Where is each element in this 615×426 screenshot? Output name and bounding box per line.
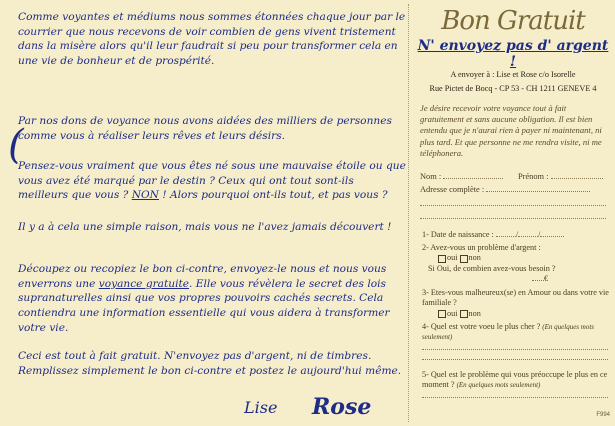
paragraph-5-end: . Elle vous révèlera le secret des lois supranaturelles ainsi que vos propres pouvoirs cachés secrets. Cela contiendra une information essentielle qui vous aidera à transformer votre vie. [18, 277, 390, 334]
paragraph-6: Ceci est tout à fait gratuit. N'envoyez pas d'argent, ni de timbres. Remplissez simplement le bon ci-contre et postez le aujourd'hui même. [18, 350, 402, 377]
question-5[interactable] [422, 370, 612, 401]
nom-label: Nom : [420, 172, 442, 181]
address-line-2: Rue Pictet de Bocq - CP 53 - CH 1211 GENEVE 4 [429, 84, 597, 93]
question-2b-label: Si Oui, de combien avez-vous besoin ? [428, 263, 556, 273]
coupon-title: Bon Gratuit [441, 6, 585, 36]
question-4-label: 4- Quel est votre voeu le plus cher ? (En quelques mots seulement) [422, 322, 594, 342]
question-5-hint: (En quelques mots seulement) [456, 381, 541, 390]
no-emphasis: NON [131, 189, 159, 202]
q2-non-checkbox[interactable] [460, 255, 468, 263]
q3-non-checkbox[interactable] [460, 310, 468, 318]
paragraph-3-end: ! Alors pourquoi ont-ils tout, et pas vous ? [158, 189, 388, 202]
paragraph-1: Comme voyantes et médiums nous sommes étonnées chaque jour par le courrier que nous recevons de voir combien de gens vivent tristement dans la misère alors qu'il leur faudrait si peu pour transformer cela en une vie de bonheur et de prospérité. [18, 11, 406, 68]
q2-oui-checkbox[interactable] [438, 255, 446, 263]
adresse-field[interactable] [420, 185, 590, 194]
adresse-line-2[interactable] [420, 199, 606, 208]
free-coupon [414, 6, 612, 420]
question-3 [422, 288, 612, 319]
adresse-line-3[interactable] [420, 212, 606, 221]
paragraph-3 [18, 159, 406, 203]
handwritten-letter [6, 6, 406, 420]
question-2-options: oui non [422, 253, 612, 263]
question-1-label: 1- Date de naissance : [422, 230, 494, 239]
form-code: F994 [596, 412, 610, 418]
signature-lise: Lise [244, 398, 278, 417]
margin-bracket: ( [8, 122, 24, 168]
free-reading-highlight: voyance gratuite [98, 277, 189, 290]
question-2-amount[interactable]: € [422, 274, 612, 284]
q3-oui-checkbox[interactable] [438, 310, 446, 318]
paragraph-5-start: Découpez ou recopiez le bon ci-contre, envoyez-le nous et nous vous enverrons une [18, 263, 387, 290]
adresse-label: Adresse complète : [420, 185, 485, 194]
cut-line [408, 4, 409, 422]
nom-field[interactable] [420, 172, 503, 181]
paragraph-2: Par nos dons de voyance nous avons aidées des milliers de personnes comme vous à réaliser leurs rêves et leurs désirs. [18, 115, 392, 142]
question-2-label: 2- Avez-vous un problème d'argent : [422, 243, 541, 252]
coupon-intro: Je désire recevoir votre voyance tout à fait gratuitement et sans aucune obligation. Il est bien entendu que je n'aurai rien à payer ni maintenant, ni plus tard. Et que personne ne me rendra visite, ni me téléphonera. [420, 103, 602, 158]
signature-rose: Rose [312, 394, 372, 420]
paragraph-5 [18, 262, 406, 336]
question-3-label: 3- Etes-vous malheureux(se) en Amour ou dans votre vie familiale ? [422, 288, 609, 308]
question-4-hint: (En quelques mots seulement) [422, 323, 594, 342]
question-2 [422, 243, 612, 285]
coupon-subtitle: N' envoyez pas d' argent ! [417, 38, 609, 70]
question-3-options: oui non [422, 309, 612, 319]
question-4[interactable] [422, 322, 612, 364]
question-1[interactable]: 1- Date de naissance : / / [422, 230, 612, 240]
paragraph-3-start: Pensez-vous vraiment que vous êtes né sous une mauvaise étoile ou que vous avez été marqué par le destin ? Ceux qui ont tout sont-ils meilleurs que vous ? [18, 160, 406, 202]
address-line-1: A envoyer à : Lise et Rose c/o Isorelle [450, 70, 576, 79]
prenom-label: Prénom : [518, 172, 549, 181]
prenom-field[interactable] [518, 172, 603, 181]
question-5-label: 5- Quel est le problème qui vous préoccupe le plus en ce moment ? (En quelques mots seulement) [422, 370, 608, 390]
paragraph-4: Il y a à cela une simple raison, mais vous ne l'avez jamais découvert ! [18, 221, 392, 233]
